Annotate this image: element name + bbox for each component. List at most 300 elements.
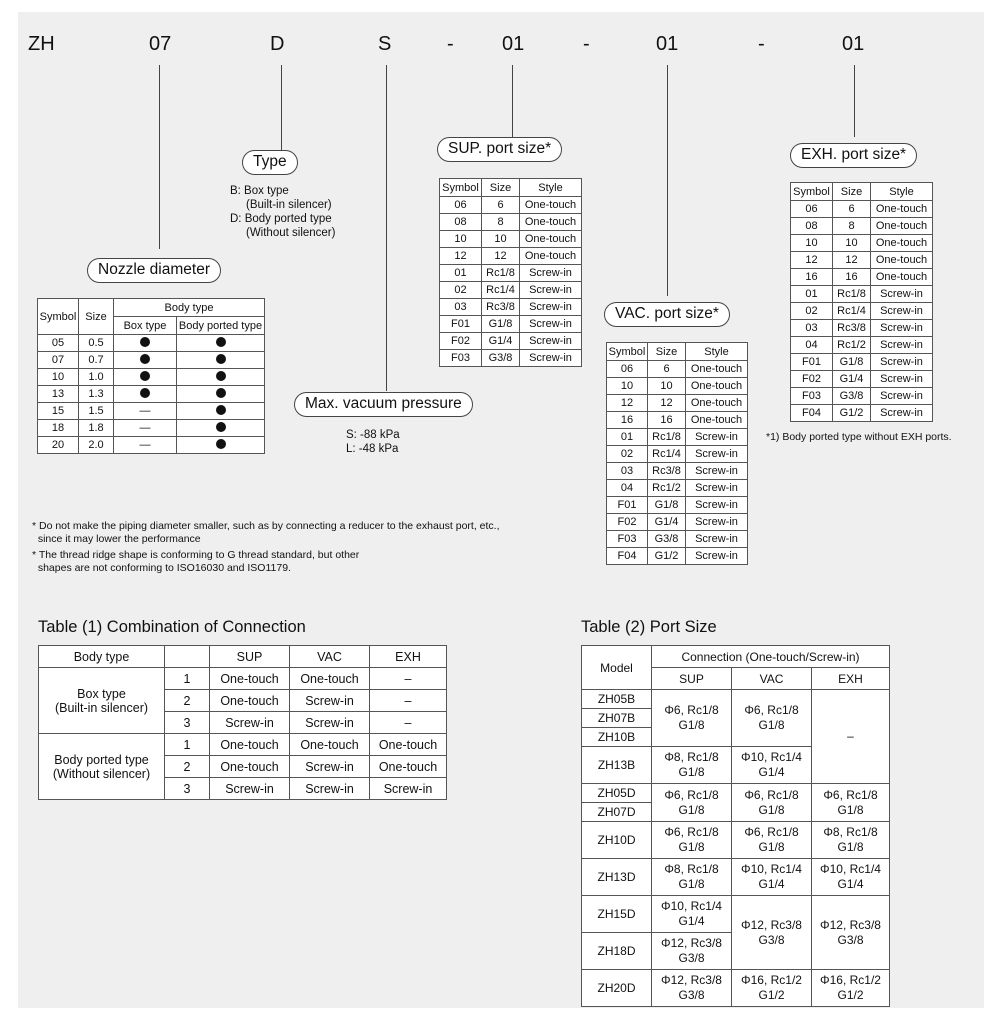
nozzle-symbol: 10 <box>38 369 79 386</box>
leader-nozzle <box>159 65 160 249</box>
nozzle-size: 1.0 <box>79 369 114 386</box>
code-nozzle: 07 <box>149 33 172 55</box>
sup-size: G3/8 <box>482 350 520 367</box>
nozzle-ported-cell <box>177 335 265 352</box>
vac-row <box>607 446 748 463</box>
nozzle-col-body-type: Body type <box>114 299 265 317</box>
leader-sup <box>512 65 513 137</box>
vac-col-size: Size <box>648 343 686 361</box>
note-line-4: shapes are not conforming to ISO16030 and ISO1179. <box>32 562 291 574</box>
nozzle-ported-cell <box>177 420 265 437</box>
table2-sup-line: Φ6, Rc1/8 <box>664 825 719 839</box>
table2-sup <box>652 933 732 970</box>
sup-symbol: 02 <box>440 282 482 299</box>
table1-sup: One-touch <box>210 734 290 756</box>
exh-symbol: 06 <box>791 201 833 218</box>
table2-exh <box>812 822 890 859</box>
table1-vac: One-touch <box>290 668 370 690</box>
exh-style: One-touch <box>871 218 933 235</box>
exh-symbol: F03 <box>791 388 833 405</box>
exh-row <box>791 235 933 252</box>
sup-row <box>440 231 582 248</box>
table2-col-sup: SUP <box>652 668 732 690</box>
sup-row <box>440 299 582 316</box>
vac-size: G1/2 <box>648 548 686 565</box>
table1-exh: – <box>370 712 447 734</box>
table2-sup-line: Φ6, Rc1/8 <box>664 787 719 802</box>
vac-row <box>607 429 748 446</box>
table2-sup <box>652 747 732 784</box>
sup-symbol: F03 <box>440 350 482 367</box>
vac-symbol: F02 <box>607 514 648 531</box>
exh-size: 6 <box>833 201 871 218</box>
sup-symbol: F01 <box>440 316 482 333</box>
leader-vacuum <box>386 65 387 391</box>
exh-style: Screw-in <box>871 320 933 337</box>
exh-row <box>791 252 933 269</box>
sup-row <box>440 248 582 265</box>
exh-row <box>791 286 933 303</box>
vac-style: One-touch <box>686 395 748 412</box>
vac-style: Screw-in <box>686 463 748 480</box>
vac-row <box>607 497 748 514</box>
vac-symbol: 06 <box>607 361 648 378</box>
exh-size: G1/2 <box>833 405 871 422</box>
vacuum-option-s: S: -88 kPa <box>346 429 400 441</box>
nozzle-row <box>38 403 265 420</box>
available-dot-icon <box>216 422 226 432</box>
exh-style: Screw-in <box>871 286 933 303</box>
nozzle-row <box>38 352 265 369</box>
type-option-d-note: (Without silencer) <box>246 227 336 239</box>
table2-vac <box>732 859 812 896</box>
code-sup: 01 <box>502 33 525 55</box>
exh-row <box>791 371 933 388</box>
exh-style: One-touch <box>871 269 933 286</box>
sup-style: Screw-in <box>520 333 582 350</box>
exh-label: EXH. port size* <box>790 143 917 168</box>
exh-row <box>791 405 933 422</box>
table1-group-name-line: Body ported type <box>54 752 149 767</box>
vac-symbol: F04 <box>607 548 648 565</box>
code-hyphen-2: - <box>583 33 590 55</box>
exh-size: 16 <box>833 269 871 286</box>
vac-symbol: 03 <box>607 463 648 480</box>
table2 <box>581 645 890 1007</box>
sup-row <box>440 333 582 350</box>
nozzle-col-box: Box type <box>114 317 177 335</box>
table2-sup <box>652 859 732 896</box>
table2-model: ZH05D <box>582 784 652 803</box>
nozzle-row <box>38 386 265 403</box>
vac-col-style: Style <box>686 343 748 361</box>
vac-row <box>607 531 748 548</box>
table2-vac <box>732 690 812 747</box>
table2-sup-line: G3/8 <box>678 988 705 1002</box>
vac-symbol: F03 <box>607 531 648 548</box>
sup-symbol: 08 <box>440 214 482 231</box>
table2-col-vac: VAC <box>732 668 812 690</box>
sup-size: Rc1/8 <box>482 265 520 282</box>
table2-model: ZH07D <box>582 803 652 822</box>
table1-sup: One-touch <box>210 690 290 712</box>
leader-vac <box>667 65 668 296</box>
table2-sup <box>652 690 732 747</box>
exh-style: Screw-in <box>871 354 933 371</box>
table2-vac-line: Φ6, Rc1/8 <box>744 825 799 839</box>
table2-row <box>582 784 890 803</box>
type-option-d: D: Body ported type <box>230 213 332 225</box>
exh-symbol: 04 <box>791 337 833 354</box>
table1-group-name-line: (Built-in silencer) <box>54 700 149 715</box>
table2-exh <box>812 859 890 896</box>
exh-row <box>791 337 933 354</box>
vac-row <box>607 361 748 378</box>
exh-size: 8 <box>833 218 871 235</box>
vac-row <box>607 548 748 565</box>
table2-vac-line: G3/8 <box>758 932 785 947</box>
exh-footnote: *1) Body ported type without EXH ports. <box>766 431 952 443</box>
table2-row <box>582 859 890 896</box>
nozzle-label: Nozzle diameter <box>87 258 221 283</box>
table2-exh-line: G1/8 <box>837 840 864 854</box>
table2-vac-line: Φ10, Rc1/4 <box>741 750 802 764</box>
vac-symbol: 12 <box>607 395 648 412</box>
table2-exh <box>812 784 890 822</box>
vac-size: 16 <box>648 412 686 429</box>
table1-index: 1 <box>165 668 210 690</box>
table2-vac-line: Φ6, Rc1/8 <box>744 703 799 717</box>
sup-style: One-touch <box>520 231 582 248</box>
table2-exh-line: G1/8 <box>837 802 864 817</box>
table1-sup: One-touch <box>210 756 290 778</box>
table2-exh <box>812 970 890 1007</box>
available-dot-icon <box>216 337 226 347</box>
vac-row <box>607 378 748 395</box>
nozzle-box-cell <box>114 403 177 420</box>
table2-vac <box>732 896 812 970</box>
table1-row <box>39 734 447 756</box>
nozzle-symbol: 07 <box>38 352 79 369</box>
vac-row <box>607 463 748 480</box>
table1 <box>38 645 447 800</box>
sup-symbol: 03 <box>440 299 482 316</box>
nozzle-size: 0.5 <box>79 335 114 352</box>
table1-group-name <box>39 668 165 734</box>
table1-vac: Screw-in <box>290 778 370 800</box>
table2-model: ZH15D <box>582 896 652 933</box>
exh-row <box>791 320 933 337</box>
available-dot-icon <box>216 405 226 415</box>
table2-sup <box>652 970 732 1007</box>
type-label: Type <box>242 150 298 175</box>
table1-index: 2 <box>165 756 210 778</box>
nozzle-symbol: 15 <box>38 403 79 420</box>
table1-index: 3 <box>165 778 210 800</box>
vac-row <box>607 412 748 429</box>
vac-table <box>606 342 748 565</box>
table2-exh-line: G1/2 <box>837 988 864 1002</box>
sup-style: Screw-in <box>520 350 582 367</box>
nozzle-row <box>38 420 265 437</box>
code-vacuum: S <box>378 33 392 55</box>
sup-size: 6 <box>482 197 520 214</box>
table2-sup-line: Φ8, Rc1/8 <box>664 750 719 764</box>
nozzle-box-cell <box>114 386 177 403</box>
table2-row <box>582 690 890 709</box>
table2-exh <box>812 896 890 970</box>
sup-size: 8 <box>482 214 520 231</box>
vac-symbol: F01 <box>607 497 648 514</box>
nozzle-symbol: 18 <box>38 420 79 437</box>
vac-size: 6 <box>648 361 686 378</box>
code-hyphen-1: - <box>447 33 454 55</box>
table2-exh-line: G3/8 <box>837 932 864 947</box>
table1-col-index <box>165 646 210 668</box>
exh-symbol: 03 <box>791 320 833 337</box>
code-type: D <box>270 33 285 55</box>
nozzle-size: 1.3 <box>79 386 114 403</box>
nozzle-row <box>38 369 265 386</box>
exh-size: G1/8 <box>833 354 871 371</box>
vac-size: 12 <box>648 395 686 412</box>
vac-style: Screw-in <box>686 548 748 565</box>
table2-row <box>582 822 890 859</box>
table2-vac-line: Φ10, Rc1/4 <box>741 862 802 876</box>
exh-size: 12 <box>833 252 871 269</box>
nozzle-ported-cell <box>177 352 265 369</box>
sup-row <box>440 214 582 231</box>
leader-type <box>281 65 282 150</box>
table1-vac: Screw-in <box>290 756 370 778</box>
nozzle-box-cell <box>114 352 177 369</box>
table2-sup-line: G1/8 <box>678 802 705 817</box>
table2-exh-line: – <box>847 729 854 743</box>
table2-sup-line: G1/8 <box>678 877 705 891</box>
exh-size: Rc1/2 <box>833 337 871 354</box>
vac-style: Screw-in <box>686 480 748 497</box>
table2-model: ZH13D <box>582 859 652 896</box>
sup-col-symbol: Symbol <box>440 179 482 197</box>
vac-size: Rc1/2 <box>648 480 686 497</box>
sup-style: One-touch <box>520 248 582 265</box>
table1-index: 3 <box>165 712 210 734</box>
exh-style: One-touch <box>871 252 933 269</box>
table2-sup-line: G1/8 <box>678 718 705 732</box>
sup-row <box>440 350 582 367</box>
nozzle-table <box>37 298 265 454</box>
table2-exh-line: Φ12, Rc3/8 <box>820 917 881 932</box>
exh-row <box>791 201 933 218</box>
table2-row <box>582 896 890 933</box>
table2-sup-line: Φ10, Rc1/4 <box>661 899 722 913</box>
table1-vac: One-touch <box>290 734 370 756</box>
nozzle-box-cell <box>114 335 177 352</box>
type-option-b: B: Box type <box>230 185 289 197</box>
table2-model: ZH20D <box>582 970 652 1007</box>
vac-style: Screw-in <box>686 531 748 548</box>
not-available-dash: — <box>139 422 151 434</box>
vac-size: 10 <box>648 378 686 395</box>
table2-model: ZH18D <box>582 933 652 970</box>
vac-symbol: 02 <box>607 446 648 463</box>
table2-vac-line: G1/8 <box>758 718 785 732</box>
exh-symbol: 01 <box>791 286 833 303</box>
note-line-3: * The thread ridge shape is conforming to G thread standard, but other <box>32 549 360 561</box>
leader-exh <box>854 65 855 137</box>
table2-sup-line: G1/8 <box>678 765 705 779</box>
vac-style: Screw-in <box>686 429 748 446</box>
type-option-b-note: (Built-in silencer) <box>246 199 332 211</box>
table1-col-sup: SUP <box>210 646 290 668</box>
nozzle-ported-cell <box>177 369 265 386</box>
nozzle-ported-cell <box>177 437 265 454</box>
vac-size: G1/4 <box>648 514 686 531</box>
table1-exh: Screw-in <box>370 778 447 800</box>
nozzle-box-cell <box>114 420 177 437</box>
nozzle-row <box>38 335 265 352</box>
table2-sup-line: Φ12, Rc3/8 <box>661 936 722 950</box>
exh-size: Rc1/8 <box>833 286 871 303</box>
sup-symbol: F02 <box>440 333 482 350</box>
code-exh: 01 <box>842 33 865 55</box>
exh-col-style: Style <box>871 183 933 201</box>
table1-col-vac: VAC <box>290 646 370 668</box>
sup-row <box>440 316 582 333</box>
table2-model: ZH13B <box>582 747 652 784</box>
table2-model: ZH10D <box>582 822 652 859</box>
exh-size: G3/8 <box>833 388 871 405</box>
sup-col-style: Style <box>520 179 582 197</box>
available-dot-icon <box>140 337 150 347</box>
table1-vac: Screw-in <box>290 690 370 712</box>
table1-exh: One-touch <box>370 734 447 756</box>
table2-exh-line: Φ16, Rc1/2 <box>820 973 881 987</box>
sup-size: Rc3/8 <box>482 299 520 316</box>
vac-row <box>607 514 748 531</box>
available-dot-icon <box>140 354 150 364</box>
table2-col-exh: EXH <box>812 668 890 690</box>
available-dot-icon <box>216 354 226 364</box>
sup-size: 10 <box>482 231 520 248</box>
nozzle-size: 2.0 <box>79 437 114 454</box>
sup-col-size: Size <box>482 179 520 197</box>
exh-size: 10 <box>833 235 871 252</box>
sup-style: Screw-in <box>520 299 582 316</box>
exh-symbol: 08 <box>791 218 833 235</box>
table2-vac-line: G1/4 <box>758 877 785 891</box>
nozzle-size: 0.7 <box>79 352 114 369</box>
exh-col-size: Size <box>833 183 871 201</box>
sup-row <box>440 282 582 299</box>
table2-vac-line: G1/2 <box>758 988 785 1002</box>
table1-sup: Screw-in <box>210 712 290 734</box>
sup-size: 12 <box>482 248 520 265</box>
sup-style: Screw-in <box>520 265 582 282</box>
exh-symbol: F04 <box>791 405 833 422</box>
sup-row <box>440 197 582 214</box>
table2-sup <box>652 896 732 933</box>
table2-sup-line: Φ8, Rc1/8 <box>664 862 719 876</box>
nozzle-size: 1.8 <box>79 420 114 437</box>
nozzle-box-cell <box>114 369 177 386</box>
code-hyphen-3: - <box>758 33 765 55</box>
nozzle-col-size: Size <box>79 299 114 335</box>
sup-symbol: 01 <box>440 265 482 282</box>
sup-style: Screw-in <box>520 316 582 333</box>
table2-sup-line: G1/8 <box>678 840 705 854</box>
table1-row <box>39 668 447 690</box>
table1-index: 2 <box>165 690 210 712</box>
table2-sup <box>652 822 732 859</box>
exh-style: One-touch <box>871 201 933 218</box>
table2-vac <box>732 970 812 1007</box>
table1-exh: One-touch <box>370 756 447 778</box>
vac-row <box>607 395 748 412</box>
exh-style: Screw-in <box>871 388 933 405</box>
exh-style: Screw-in <box>871 405 933 422</box>
nozzle-ported-cell <box>177 386 265 403</box>
exh-table <box>790 182 933 422</box>
exh-row <box>791 388 933 405</box>
exh-size: Rc1/4 <box>833 303 871 320</box>
table1-exh: – <box>370 690 447 712</box>
code-vac: 01 <box>656 33 679 55</box>
table2-sup <box>652 784 732 822</box>
table2-vac-line: Φ16, Rc1/2 <box>741 973 802 987</box>
exh-row <box>791 269 933 286</box>
exh-style: Screw-in <box>871 371 933 388</box>
vac-style: One-touch <box>686 361 748 378</box>
sup-label: SUP. port size* <box>437 137 562 162</box>
code-series: ZH <box>28 33 55 55</box>
table1-col-exh: EXH <box>370 646 447 668</box>
table2-col-model: Model <box>582 646 652 690</box>
vac-size: G1/8 <box>648 497 686 514</box>
sup-symbol: 06 <box>440 197 482 214</box>
vac-size: G3/8 <box>648 531 686 548</box>
nozzle-col-ported: Body ported type <box>177 317 265 335</box>
nozzle-size: 1.5 <box>79 403 114 420</box>
table2-exh-line: Φ10, Rc1/4 <box>820 862 881 876</box>
exh-style: Screw-in <box>871 303 933 320</box>
vac-style: Screw-in <box>686 514 748 531</box>
exh-row <box>791 303 933 320</box>
note-line-2: since it may lower the performance <box>32 533 201 545</box>
table2-exh-line: Φ8, Rc1/8 <box>823 825 878 839</box>
table2-exh <box>812 690 890 784</box>
table2-col-connection: Connection (One-touch/Screw-in) <box>652 646 890 668</box>
vac-style: Screw-in <box>686 497 748 514</box>
table2-sup-line: Φ6, Rc1/8 <box>664 703 719 717</box>
vac-symbol: 01 <box>607 429 648 446</box>
vac-style: One-touch <box>686 378 748 395</box>
vac-style: Screw-in <box>686 446 748 463</box>
nozzle-box-cell <box>114 437 177 454</box>
table2-vac-line: Φ6, Rc1/8 <box>744 787 799 802</box>
nozzle-symbol: 13 <box>38 386 79 403</box>
nozzle-symbol: 05 <box>38 335 79 352</box>
sup-style: One-touch <box>520 214 582 231</box>
table2-vac <box>732 784 812 822</box>
sup-size: G1/4 <box>482 333 520 350</box>
sup-style: One-touch <box>520 197 582 214</box>
sup-symbol: 10 <box>440 231 482 248</box>
table2-vac-line: Φ12, Rc3/8 <box>741 917 802 932</box>
exh-style: One-touch <box>871 235 933 252</box>
table2-vac-line: G1/4 <box>758 765 785 779</box>
not-available-dash: — <box>139 439 151 451</box>
